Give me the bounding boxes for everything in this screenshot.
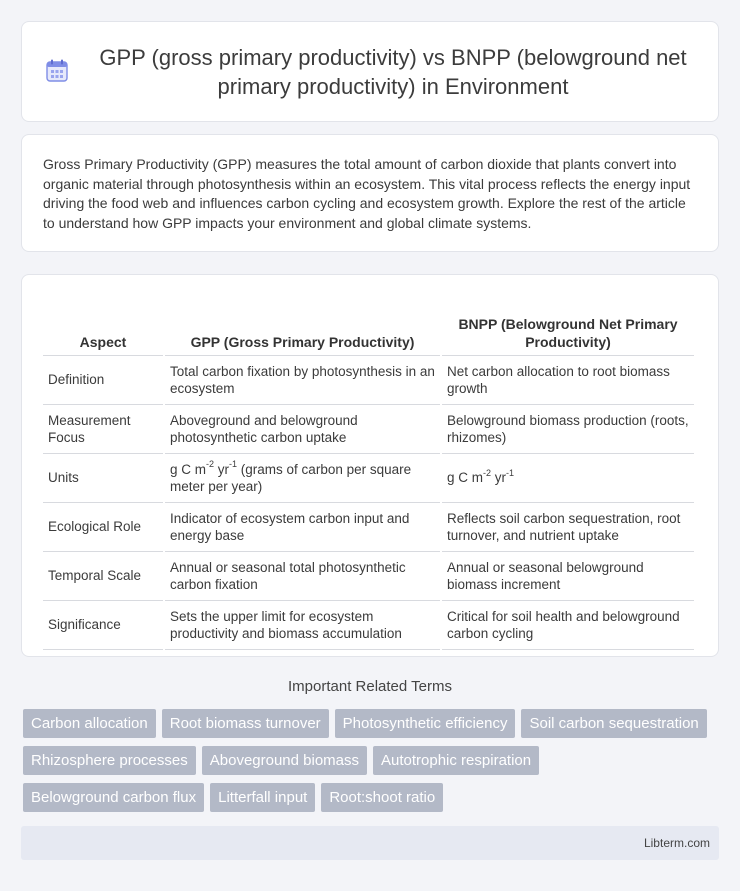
unit-mid: yr: [491, 470, 507, 486]
cell-gpp: Aboveground and belowground photosynthetic carbon uptake: [165, 405, 440, 454]
unit-mid: yr: [214, 461, 230, 477]
unit-base: g C m: [170, 461, 207, 477]
cell-aspect: Significance: [43, 601, 163, 650]
cell-bnpp: Critical for soil health and belowground carbon cycling: [442, 601, 694, 650]
comparison-table: [41, 293, 696, 650]
related-term-tag[interactable]: Root:shoot ratio: [321, 783, 443, 812]
unit-exponent: -2: [206, 459, 215, 469]
table-row: [43, 405, 694, 454]
related-term-tag[interactable]: Root biomass turnover: [162, 709, 329, 738]
cell-gpp: Sets the upper limit for ecosystem productivity and biomass accumulation: [165, 601, 440, 650]
cell-bnpp: Net carbon allocation to root biomass growth: [442, 356, 694, 405]
table-row: [43, 454, 694, 503]
cell-gpp: Annual or seasonal total photosynthetic carbon fixation: [165, 552, 440, 601]
related-term-tag[interactable]: Soil carbon sequestration: [521, 709, 706, 738]
cell-gpp-units: [165, 454, 440, 503]
related-term-tag[interactable]: Photosynthetic efficiency: [335, 709, 516, 738]
title-card: [21, 21, 719, 122]
cell-bnpp-units: [442, 454, 694, 503]
cell-aspect: Definition: [43, 356, 163, 405]
title-row: [22, 22, 718, 121]
table-header-row: [43, 293, 694, 356]
page-title: GPP (gross primary productivity) vs BNPP (belowground net primary productivity) in Environment: [99, 44, 687, 99]
comparison-card: [21, 274, 719, 657]
related-terms-list: [23, 709, 713, 812]
related-term-tag[interactable]: Rhizosphere processes: [23, 746, 196, 775]
cell-aspect: Measurement Focus: [43, 405, 163, 454]
related-term-tag[interactable]: Aboveground biomass: [202, 746, 367, 775]
footer: [21, 826, 719, 860]
table-row: [43, 552, 694, 601]
unit-exponent: -1: [229, 459, 238, 469]
cell-aspect: Units: [43, 454, 163, 503]
related-term-tag[interactable]: Carbon allocation: [23, 709, 156, 738]
unit-rest: (grams of carbon per square meter per year): [170, 461, 412, 494]
table-row: [43, 356, 694, 405]
unit-exponent: -1: [506, 467, 515, 478]
intro-card: [21, 134, 719, 252]
unit-exponent: -2: [483, 467, 492, 478]
header-gpp: GPP (Gross Primary Productivity): [165, 293, 440, 356]
header-aspect: Aspect: [43, 293, 163, 356]
cell-bnpp: Reflects soil carbon sequestration, root turnover, and nutrient uptake: [442, 503, 694, 552]
cell-gpp: Total carbon fixation by photosynthesis in an ecosystem: [165, 356, 440, 405]
header-bnpp: BNPP (Belowground Net Primary Productivity): [442, 293, 694, 356]
cell-aspect: Temporal Scale: [43, 552, 163, 601]
cell-gpp: Indicator of ecosystem carbon input and energy base: [165, 503, 440, 552]
cell-aspect: Ecological Role: [43, 503, 163, 552]
unit-base: g C m: [447, 470, 484, 486]
related-term-tag[interactable]: Belowground carbon flux: [23, 783, 204, 812]
related-term-tag[interactable]: Autotrophic respiration: [373, 746, 539, 775]
cell-bnpp: Annual or seasonal belowground biomass increment: [442, 552, 694, 601]
intro-paragraph: Gross Primary Productivity (GPP) measures the total amount of carbon dioxide that plants convert into organic material through photosynthesis within an ecosystem. This vital process reflects the energy input driving the food web and influences carbon cycling and ecosystem growth. Explore the rest of the article to understand how GPP impacts your environment and global climate systems.: [43, 156, 691, 231]
calendar-icon: [44, 58, 70, 84]
footer-site-link[interactable]: Libterm.com: [643, 836, 710, 850]
cell-bnpp: Belowground biomass production (roots, rhizomes): [442, 405, 694, 454]
related-term-tag[interactable]: Litterfall input: [210, 783, 315, 812]
related-terms-title: Important Related Terms: [288, 678, 452, 695]
table-row: [43, 601, 694, 650]
table-row: [43, 503, 694, 552]
